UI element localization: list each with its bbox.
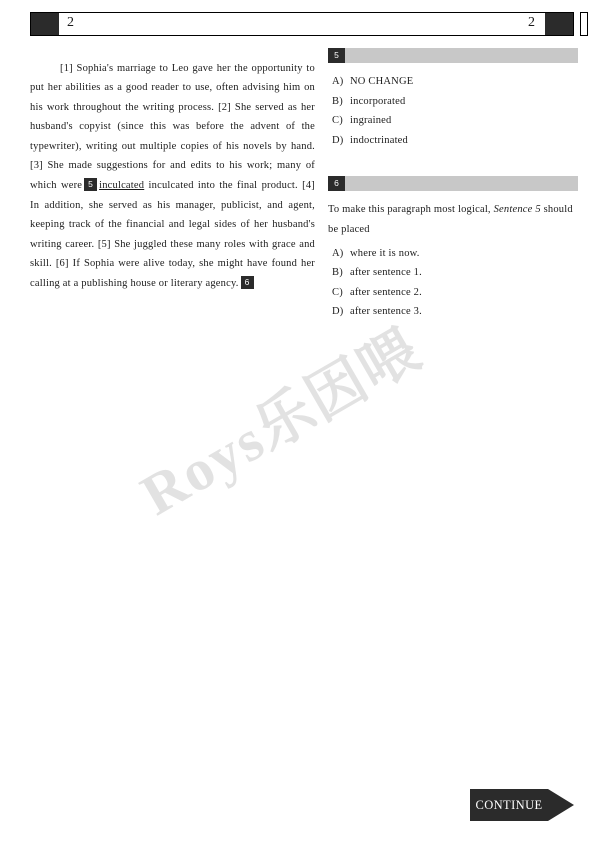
- page-header-bar: [30, 12, 574, 36]
- watermark: Roys乐因喂: [130, 316, 432, 528]
- choice-text: NO CHANGE: [350, 76, 414, 87]
- choice-text: after sentence 3.: [350, 306, 422, 318]
- choice-label: A): [332, 247, 344, 259]
- question-6-number: 6: [328, 176, 345, 191]
- question-6-stem-part1: To make this paragraph most logical,: [328, 204, 494, 216]
- question-6: [328, 176, 578, 322]
- passage-sentence-1: [1] Sophia's marriage to Leo gave her the opportunity to put her abilities as a good reader to use, often advising him on his work throughout the writing process.: [30, 62, 315, 113]
- question-5-choice-c[interactable]: [328, 111, 578, 131]
- choice-label: B): [332, 95, 343, 107]
- questions-column: [328, 48, 578, 348]
- question-6-stem: [328, 200, 578, 239]
- choice-text: incorporated: [350, 95, 406, 107]
- passage-sentence-6: [6] If Sophia were alive today, she might have found her calling at a publishing house or literary agency.: [30, 258, 316, 290]
- choice-text: where it is now.: [350, 247, 420, 259]
- question-5: [328, 48, 578, 150]
- question-6-choices: [328, 244, 578, 322]
- passage-sentence-2: [2] She served as her husband's copyist (since this was before the advent of the typewriter), writing out multiple copies of his novels by hand.: [30, 101, 315, 152]
- arrow-right-icon: [548, 789, 574, 821]
- passage-sentence-4: [4] In addition, she served as his manager, publicist, and agent, keeping track of the financial and legal sides of her husband's writing career.: [30, 180, 315, 250]
- question-5-choices: [328, 72, 578, 150]
- inline-question-marker-6[interactable]: 6: [241, 276, 254, 289]
- passage-sentence-3b: inculcated into the final product.: [148, 180, 298, 192]
- underlined-portion-5: inculcated: [99, 180, 145, 192]
- choice-label: D): [332, 134, 344, 146]
- choice-text: indoctrinated: [350, 134, 408, 146]
- question-5-number: 5: [328, 48, 345, 63]
- header-edge-tab: [580, 12, 588, 36]
- question-6-choice-d[interactable]: [328, 302, 578, 322]
- header-right-block: [545, 13, 573, 35]
- question-6-choice-c[interactable]: [328, 283, 578, 303]
- passage-sentence-5: [5] She juggled these many roles with grace and skill.: [30, 238, 316, 270]
- question-6-choice-a[interactable]: [328, 244, 578, 264]
- question-5-choice-a[interactable]: [328, 72, 578, 92]
- question-5-choice-b[interactable]: [328, 92, 578, 112]
- inline-question-marker-5[interactable]: 5: [84, 178, 97, 191]
- question-5-choice-d[interactable]: [328, 131, 578, 151]
- question-6-stem-part2: should be placed: [328, 204, 573, 235]
- question-6-choice-b[interactable]: [328, 263, 578, 283]
- header-left-block: [31, 13, 59, 35]
- continue-label: CONTINUE: [470, 789, 548, 821]
- choice-text: after sentence 2.: [350, 286, 422, 298]
- continue-button[interactable]: [470, 789, 580, 821]
- choice-label: D): [332, 306, 344, 318]
- page-number-right: 2: [528, 15, 535, 30]
- passage-paragraph: [30, 59, 315, 294]
- question-6-header: [328, 176, 578, 191]
- passage-column: [30, 48, 315, 304]
- choice-text: after sentence 1.: [350, 267, 422, 279]
- question-6-stem-italic: Sentence 5: [493, 204, 541, 216]
- page-number-left: 2: [67, 15, 74, 30]
- choice-label: C): [332, 115, 343, 127]
- choice-label: A): [332, 76, 344, 87]
- choice-label: C): [332, 286, 343, 298]
- choice-label: B): [332, 267, 343, 279]
- question-5-header: [328, 48, 578, 63]
- passage-sentence-3: [3] She made suggestions for and edits to his work; many of which were: [30, 160, 315, 192]
- choice-text: ingrained: [350, 115, 392, 127]
